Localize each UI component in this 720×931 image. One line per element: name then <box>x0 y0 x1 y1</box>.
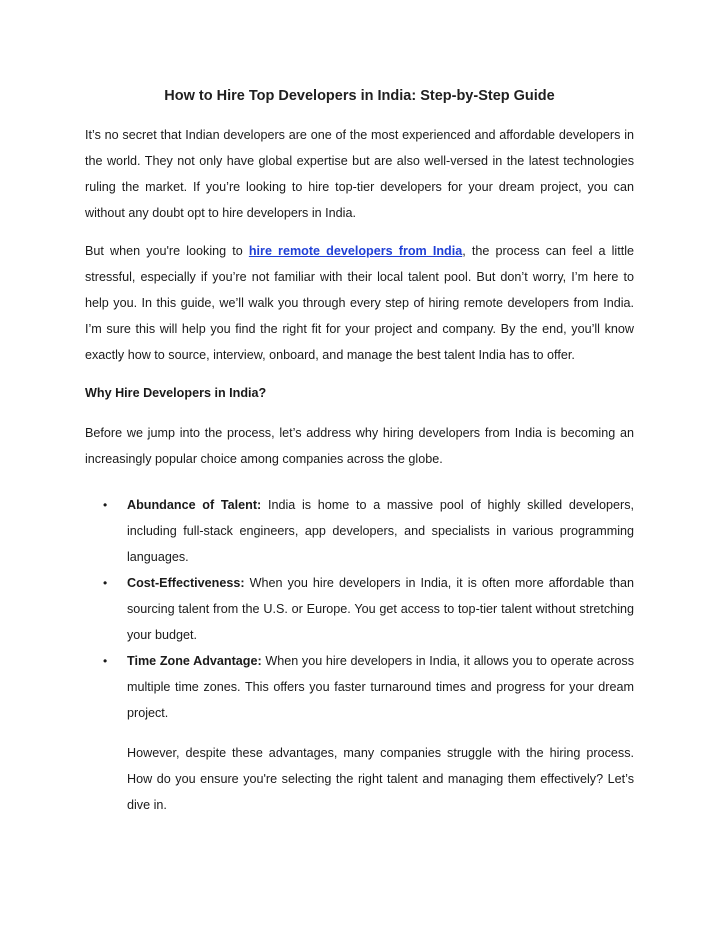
list-item-lead: Time Zone Advantage: <box>127 654 262 668</box>
list-item-lead: Cost-Effectiveness: <box>127 576 245 590</box>
hire-remote-developers-link[interactable]: hire remote developers from India <box>248 244 463 258</box>
list-item-text: When you hire developers in India, it allows you to operate across multiple time zones. This offers you faster turnaround times and progress for your dream project. <box>127 654 634 720</box>
list-item-text: India is home to a massive pool of highly skilled developers, including full-stack engineers, app developers, and specialists in various programming languages. <box>127 498 634 564</box>
section-heading: Why Hire Developers in India? <box>85 386 267 400</box>
bullet-icon: • <box>103 498 108 512</box>
paragraph-text-before-link: But when you're looking to <box>85 244 249 258</box>
closing-paragraph: However, despite these advantages, many companies struggle with the hiring process. How do you ensure you're selecting the right talent and managing them effectively? Let’s dive in. <box>127 746 634 812</box>
advantages-list <box>85 492 634 726</box>
section-intro-paragraph: Before we jump into the process, let’s address why hiring developers from India is becoming an increasingly popular choice among companies across the globe. <box>85 426 634 466</box>
document-title: How to Hire Top Developers in India: Step-by-Step Guide <box>164 88 555 104</box>
list-item <box>85 648 634 726</box>
list-item <box>85 492 634 570</box>
hiring-paragraph <box>85 238 634 368</box>
bullet-icon: • <box>103 654 108 668</box>
list-item-text: When you hire developers in India, it is often more affordable than sourcing talent from the U.S. or Europe. You get access to top-tier talent without stretching your budget. <box>127 576 634 642</box>
intro-paragraph: It’s no secret that Indian developers are one of the most experienced and affordable developers in the world. They not only have global expertise but are also well-versed in the latest technologies ruling the market. If you’re looking to hire top-tier developers for your dream project, you can without any doubt opt to hire developers in India. <box>85 128 634 220</box>
list-item-lead: Abundance of Talent: <box>127 498 262 512</box>
list-item <box>85 570 634 648</box>
paragraph-text-after-link: , the process can feel a little stressful, especially if you’re not familiar with their local talent pool. But don’t worry, I’m here to help you. In this guide, we’ll walk you through every step of hiring remote developers from India. I’m sure this will help you find the right fit for your project and company. By the end, you’ll know exactly how to source, interview, onboard, and manage the best talent India has to offer. <box>85 244 634 362</box>
document-page <box>85 84 634 818</box>
bullet-icon: • <box>103 576 108 590</box>
